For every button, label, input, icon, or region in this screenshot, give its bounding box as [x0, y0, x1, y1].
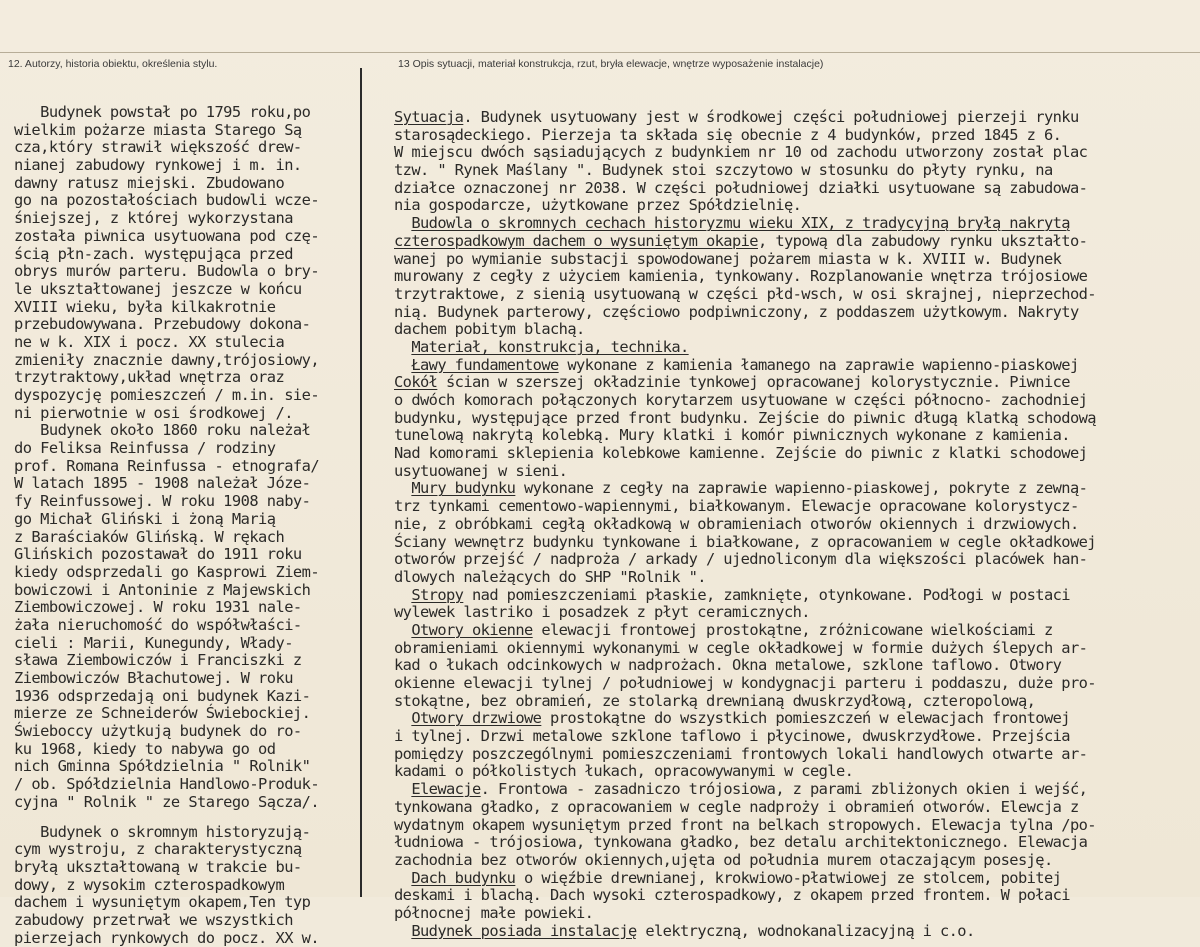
- left-text-line: mierze ze Schneiderów Świebockiej.: [14, 704, 311, 723]
- left-text-line: Budynek powstał po 1795 roku,po: [14, 103, 311, 121]
- left-text-line: kiedy odsprzedali go Kasprowi Ziem-: [14, 562, 320, 581]
- right-text-line: [394, 817, 1199, 835]
- right-text-line: [394, 834, 1199, 852]
- right-text-line: [394, 427, 1199, 445]
- right-text-line: [394, 480, 1199, 498]
- body-text: trzytraktowe, z sienią usytuowaną w części płd-wsch, w osi skrajnej, nieprzechod-: [394, 284, 1096, 303]
- body-text: obramieniami okiennymi wykonanymi w cegle okładkowej w formie dużych ślepych ar-: [394, 638, 1088, 657]
- underlined-heading: Stropy: [411, 585, 464, 604]
- right-text-line: [394, 251, 1199, 269]
- body-text: tzw. " Rynek Maślany ". Budynek stoi szczytowo w stosunku do płyty rynku, na: [394, 161, 1053, 180]
- right-text-line: [394, 516, 1199, 534]
- left-text-line: została piwnica usytuowana pod czę-: [14, 226, 320, 245]
- left-text-line: prof. Romana Reinfussa - etnografa/: [14, 456, 320, 475]
- body-text: . Frontowa - zasadniczo trójosiowa, z parami zbliżonych okien i wejść,: [480, 780, 1088, 799]
- body-text: dachem pobitym blachą.: [394, 320, 585, 339]
- underlined-heading: Dach budynku: [411, 868, 516, 887]
- left-text-line: zabudowy przetrwał we wszystkich: [14, 910, 293, 929]
- body-text: . Budynek usytuowany jest w środkowej części południowej pierzeji rynku: [463, 108, 1079, 126]
- left-text-line: [14, 812, 364, 824]
- body-text: Nad komorami sklepienia kolebkowe kamienne. Zejście do piwnic z klatki schodowej: [394, 444, 1088, 463]
- left-text-line: żała nieruchomość do współwłaści-: [14, 615, 302, 634]
- underlined-heading: Materiał, konstrukcja, technika.: [411, 337, 689, 356]
- left-text-line: W latach 1895 - 1908 należał Józe-: [14, 474, 311, 493]
- right-text-line: [394, 162, 1199, 180]
- right-text-line: [394, 109, 1199, 127]
- right-text-line: [394, 339, 1199, 357]
- body-text: tunelową nakrytą kolebką. Mury klatki i komór piwnicznych wykonane z kamienia.: [394, 426, 1070, 445]
- body-text: okienne elewacji tylnej / południowej w kondygnacji parteru i poddaszu, duże pro-: [394, 674, 1096, 692]
- left-text-line: obrys murów parteru. Budowla o bry-: [14, 262, 320, 281]
- right-text-line: [394, 233, 1199, 251]
- left-text-line: trzytraktowy,układ wnętrza oraz: [14, 368, 285, 387]
- body-text: o dwóch komorach połączonych korytarzem usytuowane w części północno- zachodniej: [394, 391, 1088, 409]
- body-text: Ściany wewnętrz budynku tynkowane i białkowane, z opracowaniem w cegle okładkowej: [394, 532, 1096, 551]
- right-text-line: [394, 640, 1199, 658]
- underlined-heading: Sytuacja: [394, 108, 464, 126]
- right-text-line: [394, 693, 1199, 711]
- left-text-line: Budynek około 1860 roku należał: [14, 421, 311, 440]
- left-column-text: [14, 104, 364, 947]
- body-text: nią. Budynek parterowy, częściowo podpiwniczony, z poddaszem użytkowym. Nakryty: [394, 302, 1079, 321]
- body-text: łudniowa - trójosiowa, tynkowana gładko, bez detalu architektonicznego. Elewacja: [394, 833, 1088, 852]
- right-text-line: [394, 498, 1199, 516]
- left-text-line: z Baraściaków Glińską. W rękach: [14, 527, 285, 546]
- left-text-line: Ziembowiczowej. W roku 1931 nale-: [14, 598, 302, 617]
- body-text: wydatnym okapem wysuniętym przed front na belkach stropowych. Elewacja tylna /po-: [394, 815, 1096, 834]
- left-text-line: bowiczowi i Antoninie z Majewskich: [14, 580, 311, 599]
- body-text: murowany z cegły z użyciem kamienia, tynkowany. Rozplanowanie wnętrza trójosiowe: [394, 267, 1088, 286]
- underlined-heading: Budowla o skromnych cechach historyzmu wieku XIX, z tradycyjną bryłą nakrytą: [411, 214, 1070, 233]
- right-text-line: [394, 905, 1199, 923]
- left-text-line: 1936 odsprzedają oni budynek Kazi-: [14, 686, 311, 705]
- right-text-line: [394, 799, 1199, 817]
- left-text-line: dachem i wysuniętym okapem,Ten typ: [14, 893, 311, 912]
- body-text: tynkowana gładko, z opracowaniem w cegle nadproży i obramień otworów. Elewcja z: [394, 797, 1079, 816]
- underlined-heading: Budynek posiada instalację: [411, 921, 637, 940]
- body-text: pomiędzy poszczególnymi pomieszczeniami frontowych lokali handlowych otwarte ar-: [394, 744, 1088, 763]
- underlined-heading: Ławy fundamentowe: [411, 355, 559, 374]
- left-text-line: ku 1968, kiedy to nabywa go od: [14, 739, 276, 758]
- left-text-line: / ob. Spółdzielnia Handlowo-Produk-: [14, 775, 320, 794]
- right-column-text: [394, 109, 1199, 940]
- body-text: prostokątne do wszystkich pomieszczeń w elewacjach frontowej: [541, 709, 1070, 728]
- left-text-line: XVIII wieku, była kilkakrotnie: [14, 297, 276, 316]
- body-text: działce oznaczonej nr 2038. W części południowej działki usytuowane są zabudowa-: [394, 178, 1088, 197]
- left-text-line: śniejszej, z której wykorzystana: [14, 209, 293, 228]
- left-text-line: dowy, z wysokim czterospadkowym: [14, 875, 285, 894]
- right-text-line: [394, 321, 1199, 339]
- body-text: deskami i blachą. Dach wysoki czterospadkowy, z okapem przed frontem. W połaci: [394, 886, 1070, 905]
- left-text-line: go na pozostałościach budowli wcze-: [14, 191, 320, 210]
- right-text-line: [394, 445, 1199, 463]
- body-text: usytuowanej w sieni.: [394, 461, 568, 480]
- right-text-line: [394, 781, 1199, 799]
- underlined-heading: Cokół: [394, 373, 438, 392]
- right-text-line: [394, 410, 1199, 428]
- right-text-line: [394, 604, 1199, 622]
- right-text-line: [394, 622, 1199, 640]
- body-text: o więźbie drewnianej, krokwiowo-płatwiowej ze stolcem, pobitej: [515, 868, 1062, 887]
- body-text: wylewek lastriko i posadzek z płyt ceramicznych.: [394, 603, 810, 622]
- right-text-line: [394, 534, 1199, 552]
- top-rule: [0, 52, 1200, 53]
- underlined-heading: Elewacje: [411, 780, 481, 799]
- left-text-line: ni pierwotnie w osi środkowej /.: [14, 403, 293, 422]
- left-text-line: nianej zabudowy rynkowej i m. in.: [14, 156, 302, 175]
- left-text-line: przebudowywana. Przebudowy dokona-: [14, 315, 311, 334]
- left-text-line: Świeboccy użytkują budynek do ro-: [14, 722, 302, 741]
- left-text-line: zmieniły znacznie dawny,trójosiowy,: [14, 350, 320, 369]
- body-text: nie, z obróbkami cegłą okładkową w obramieniach otworów okiennych i drzwiowych.: [394, 514, 1079, 533]
- right-text-line: [394, 728, 1199, 746]
- body-text: nia gospodarcze, użytkowane przez Spółdzielnię.: [394, 196, 802, 215]
- right-text-line: [394, 710, 1199, 728]
- left-text-line: Ziembowiczów Błachutowej. W roku: [14, 669, 293, 687]
- left-text-line: cym wystroju, z charakterystyczną: [14, 840, 302, 859]
- left-text-line: pierzejach rynkowych do pocz. XX w.: [14, 928, 320, 947]
- body-text: W miejscu dwóch sąsiadujących z budynkiem nr 10 od zachodu utworzony został plac: [394, 143, 1088, 162]
- body-text: starosądeckiego. Pierzeja ta składa się obecnie z 4 budynków, przed 1845 z 6.: [394, 125, 1062, 144]
- left-text-line: dawny ratusz miejski. Zbudowano: [14, 173, 285, 192]
- underlined-heading: Otwory okienne: [411, 620, 533, 639]
- right-text-line: [394, 887, 1199, 905]
- left-text-line: do Feliksa Reinfussa / rodziny: [14, 439, 276, 458]
- body-text: nad pomieszczeniami płaskie, zamknięte, otynkowane. Podłogi w postaci: [463, 585, 1070, 604]
- right-text-line: [394, 551, 1199, 569]
- right-text-line: [394, 197, 1199, 215]
- body-text: budynku, występujące przed front budynku. Zejście do piwnic długą klatką schodową: [394, 408, 1096, 427]
- body-text: wanej po wymianie substacji spowodowanej pożarem miasta w k. XVIII w. Budynek: [394, 249, 1062, 268]
- left-text-line: wielkim pożarze miasta Starego Są: [14, 120, 302, 139]
- right-text-line: [394, 304, 1199, 322]
- right-text-line: [394, 675, 1199, 693]
- left-text-line: go Michał Gliński i żoną Marią: [14, 509, 276, 528]
- right-text-line: [394, 657, 1199, 675]
- left-text-line: sława Ziembowiczów i Franciszki z: [14, 651, 302, 670]
- left-text-line: cyjna " Rolnik " ze Starego Sącza/.: [14, 792, 320, 811]
- right-header: 13 Opis sytuacji, materiał konstrukcja, rzut, bryła elewacje, wnętrze wyposażenie instalacje): [398, 58, 824, 70]
- underlined-heading: Otwory drzwiowe: [411, 709, 542, 728]
- right-text-line: [394, 144, 1199, 162]
- right-text-line: [394, 127, 1199, 145]
- right-text-line: [394, 392, 1199, 410]
- body-text: zachodnia bez otworów okiennych,ujęta od południa murem otaczającym posesję.: [394, 850, 1053, 869]
- left-text-line: fy Reinfussowej. W roku 1908 naby-: [14, 492, 311, 511]
- body-text: elewacji frontowej prostokątne, zróżnicowane wielkościami z: [532, 620, 1053, 639]
- left-text-line: le ukształtowanej jeszcze w końcu: [14, 279, 302, 298]
- right-text-line: [394, 569, 1199, 587]
- left-text-line: cza,który strawił większość drew-: [14, 138, 302, 157]
- left-text-line: cieli : Marii, Kunegundy, Włady-: [14, 633, 293, 652]
- right-text-line: [394, 923, 1199, 941]
- right-text-line: [394, 870, 1199, 888]
- right-text-line: [394, 763, 1199, 781]
- right-text-line: [394, 374, 1199, 392]
- body-text: północnej małe powieki.: [394, 903, 594, 922]
- body-text: ścian w szerszej okładzinie tynkowej opracowanej kolorystycznie. Piwnice: [437, 373, 1070, 392]
- left-text-line: dyspozycję pomieszczeń / m.in. sie-: [14, 386, 320, 404]
- underlined-heading: Mury budynku: [411, 479, 516, 498]
- body-text: kadami o półkolistych łukach, opracowywanymi w cegle.: [394, 762, 854, 781]
- underlined-heading: czterospadkowym dachem o wysuniętym okapie: [394, 231, 758, 250]
- body-text: trz tynkami cementowo-wapiennymi, białkowanym. Elewacje opracowane kolorystycz-: [394, 497, 1079, 516]
- right-text-line: [394, 215, 1199, 233]
- body-text: stokątne, bez obramień, ze stolarką drewnianą dwuskrzydłową, czteropolową,: [394, 691, 1036, 710]
- body-text: wykonane z cegły na zaprawie wapienno-piaskowej, pokryte z zewną-: [515, 479, 1088, 498]
- left-text-line: nich Gminna Spółdzielnia " Rolnik": [14, 757, 311, 776]
- body-text: dlowych należących do SHP "Rolnik ".: [394, 567, 706, 586]
- right-text-line: [394, 587, 1199, 605]
- left-text-line: Glińskich pozostawał do 1911 roku: [14, 545, 302, 564]
- body-text: kad o łukach odcinkowych w nadprożach. Okna metalowe, szklone taflowo. Otwory: [394, 656, 1062, 675]
- right-text-line: [394, 180, 1199, 198]
- right-text-line: [394, 852, 1199, 870]
- left-text-line: ścią płn-zach. występująca przed: [14, 244, 293, 263]
- left-header: 12. Autorzy, historia obiektu, określenia stylu.: [8, 58, 218, 70]
- body-text: i tylnej. Drzwi metalowe szklone taflowo i płycinowe, dwuskrzydłowe. Przejścia: [394, 727, 1070, 746]
- body-text: , typową dla zabudowy rynku ukształto-: [757, 231, 1088, 250]
- left-text-line: Budynek o skromnym historyzują-: [14, 822, 311, 841]
- right-text-line: [394, 357, 1199, 375]
- right-text-line: [394, 746, 1199, 764]
- body-text: wykonane z kamienia łamanego na zaprawie wapienno-piaskowej: [558, 355, 1079, 374]
- body-text: otworów przejść / nadproża / arkady / ujednoliconym dla większości placówek han-: [394, 550, 1088, 569]
- body-text: elektryczną, wodnokanalizacyjną i c.o.: [636, 921, 975, 940]
- right-text-line: [394, 463, 1199, 481]
- left-text-line: bryłą ukształtowaną w trakcie bu-: [14, 857, 302, 876]
- right-text-line: [394, 268, 1199, 286]
- right-text-line: [394, 286, 1199, 304]
- left-text-line: ne w k. XIX i pocz. XX stulecia: [14, 332, 285, 351]
